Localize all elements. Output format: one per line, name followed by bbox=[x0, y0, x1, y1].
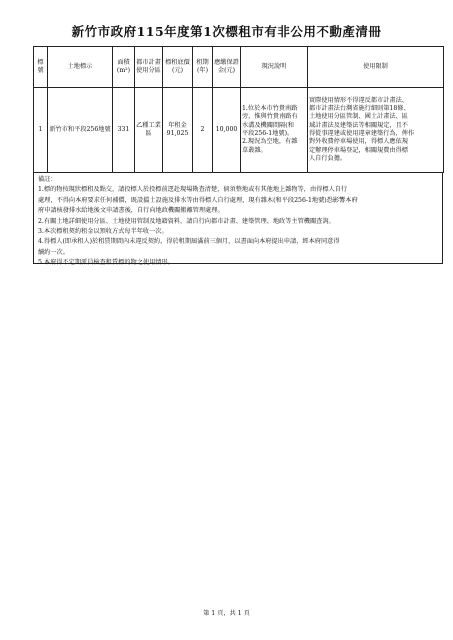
note-line: 續約一次。 bbox=[38, 248, 69, 256]
note-line: 府申請核發排水給地後文申請書後，自行向地政機關搬離管理處理。 bbox=[38, 207, 224, 215]
cell-base-rent bbox=[163, 88, 193, 173]
note-line: 1.標的物按現狀標租及點交，請投標人於投標前逕赴現場勘查清楚，倘須整地或有其他地上雜物等，由得標人自行 bbox=[38, 186, 348, 194]
restriction-line: 定辦理停車場登記，相關規費由得標 bbox=[309, 146, 408, 154]
cell-term: 2 bbox=[193, 88, 213, 173]
restriction-line: 土地使用分區管制、國土計畫法、區 bbox=[309, 113, 408, 121]
restriction-line: 人自行負擔。 bbox=[309, 155, 347, 163]
note-line: 5.本府得不定期派員檢查租賃標的物之使用情形。 bbox=[38, 259, 174, 267]
status-line: 旁，惟與竹貴南路有 bbox=[242, 113, 298, 121]
cell-status bbox=[241, 88, 308, 173]
cell-area: 331 bbox=[113, 88, 135, 173]
base-rent-value: 91,025 bbox=[166, 130, 189, 137]
notes-section bbox=[33, 173, 443, 267]
restriction-line: 實際使用情形不得違反都市計畫法、 bbox=[309, 96, 408, 104]
note-line: 2.有關土地詳細使用分區、土地使用管制及地籍資料，請自行向都市計畫、建築管理、地政等主管機關查詢。 bbox=[38, 217, 335, 225]
header-area: 面積(m²) bbox=[113, 47, 135, 88]
status-line: 平段256-1地號)。 bbox=[242, 130, 294, 137]
header-restriction: 使用限制 bbox=[308, 47, 444, 88]
cell-zoning: 乙種工業區 bbox=[135, 88, 163, 173]
cell-no: 1 bbox=[34, 88, 48, 173]
base-rent-label: 年租金 bbox=[168, 121, 187, 129]
restriction-line: 對外收費停車場使用，得標人應依規 bbox=[309, 138, 408, 146]
status-line: 1.位於本市竹貴南路 bbox=[242, 104, 298, 112]
restriction-line: 域計畫法及建築法等相關規定，且不 bbox=[309, 121, 408, 129]
table-row bbox=[34, 88, 444, 173]
note-line: 處理，不得向本府要求任何補償，既設擋土設施及排水等由得標人自行處理，現有雜木(和平段256-1地號)恐影響本府 bbox=[38, 196, 358, 204]
restriction-line: 得從事違建或使用違章建築行為，俾作 bbox=[309, 130, 415, 137]
notes-title: 備註： bbox=[38, 176, 57, 183]
note-line: 4.得標人(即承租人)於租賃期間內未違反契約，得於租期屆滿前三個月，以書面向本府提出申請，經本府同意得 bbox=[38, 238, 340, 246]
cell-land: 新竹市和平段256地號 bbox=[48, 88, 113, 173]
cell-restriction bbox=[308, 88, 444, 173]
document-title: 新竹市政府115年度第1次標租市有非公用不動產清冊 bbox=[71, 24, 382, 39]
status-line: 水溝及機關間隔(和 bbox=[242, 121, 294, 129]
status-line: 草叢雜。 bbox=[242, 146, 267, 154]
header-zoning: 都市計畫使用分區 bbox=[135, 47, 163, 88]
header-term: 租期(年) bbox=[193, 47, 213, 88]
header-status: 現況說明 bbox=[241, 47, 308, 88]
header-land: 土地標示 bbox=[48, 47, 113, 88]
status-line: 2.現況為空地，有雜 bbox=[242, 138, 298, 146]
header-no: 標號 bbox=[34, 47, 48, 88]
restriction-line: 都市計畫法台灣省施行細則第18條、 bbox=[309, 104, 410, 112]
header-deposit: 應繳保證金(元) bbox=[213, 47, 241, 88]
header-base-rent: 標租底價(元) bbox=[163, 47, 193, 88]
cell-deposit: 10,000 bbox=[213, 88, 241, 173]
page-footer: 第 1 頁，共 1 頁 bbox=[203, 610, 250, 617]
note-line: 3.本次標租契約租金以預收方式每半年收一次。 bbox=[38, 228, 168, 236]
table-header-row bbox=[34, 47, 444, 88]
property-table bbox=[33, 46, 444, 173]
